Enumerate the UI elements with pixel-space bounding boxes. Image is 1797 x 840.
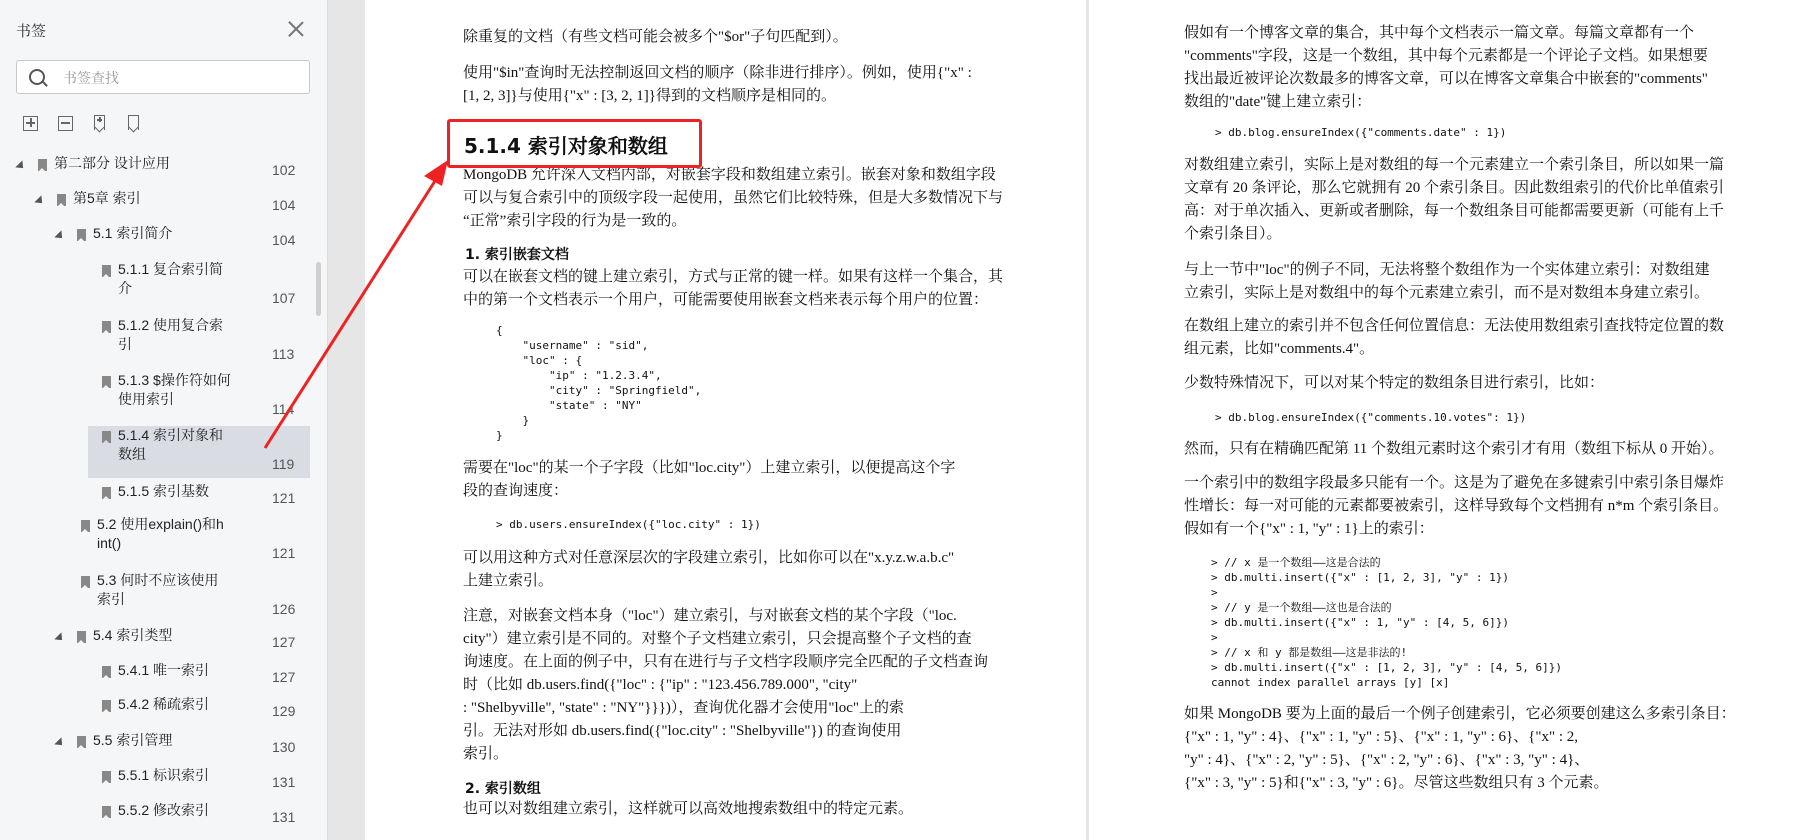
bookmark-label: 5.4 索引类型 [93, 627, 173, 643]
body-text: "y" : 4}、{"x" : 2, "y" : 5}、{"x" : 2, "y" : 6}、{"x" : 3, "y" : 4}、 [1184, 752, 1590, 768]
subsection-heading: 2. 索引数组 [465, 781, 541, 797]
code-block: > db.multi.insert({"x" : [1, 2, 3], "y" : 1}) [1211, 571, 1510, 584]
body-text: “正常”索引字段的行为是一致的。 [463, 213, 687, 229]
subsection-heading: 1. 索引嵌套文档 [465, 247, 569, 263]
body-text: 少数特殊情况下，可以对某个特定的数组条目进行索引，比如： [1184, 375, 1605, 391]
bookmark-label: 5.4.1 唯一索引 [118, 662, 210, 678]
bookmark-page-number: 102 [272, 162, 296, 178]
body-text: 询速度。在上面的例子中，只有在进行与子文档字段顺序完全匹配的子文档查询 [463, 654, 989, 670]
body-text: 个索引条目）。 [1184, 226, 1282, 242]
body-text: 一个索引中的数组字段最多只能有一个。这是为了避免在多键索引中索引条目爆炸 [1184, 475, 1725, 491]
body-text: 找出最近被评论次数最多的博客文章，可以在博客文章集合中嵌套的"comments" [1184, 71, 1708, 87]
code-block: > // y 是一个数组——这也是合法的 [1211, 601, 1392, 614]
bookmark-page-number: 121 [272, 490, 296, 506]
body-text: 除重复的文档（有些文档可能会被多个"$or"子句匹配到）。 [463, 29, 848, 45]
body-text: "comments"字段，这是一个数组，其中每个元素都是一个评论子文档。如果想要 [1184, 48, 1708, 64]
bookmark-page-number: 113 [272, 346, 295, 362]
body-text: 数组的"date"键上建立索引： [1184, 94, 1372, 110]
bookmark-label: 5.1 索引简介 [93, 225, 173, 241]
code-block: > [1211, 631, 1218, 644]
bookmark-page-number: 131 [272, 774, 296, 790]
code-block: "state" : "NY" [496, 399, 642, 412]
body-text: 然而，只有在精确匹配第 11 个数组元素时这个索引才有用（数组下标从 0 开始）。 [1184, 441, 1724, 457]
bookmark-page-number: 127 [272, 669, 296, 685]
code-block: > db.users.ensureIndex({"loc.city" : 1}) [496, 518, 761, 531]
body-text: city"）建立索引是不同的。对整个子文档建立索引，只会提高整个子文档的查 [463, 631, 972, 647]
code-block: > db.multi.insert({"x" : 1, "y" : [4, 5, 6]}) [1211, 616, 1510, 629]
body-text: 组元素，比如"comments.4"。 [1184, 341, 1375, 357]
bookmark-page-number: 114 [272, 401, 295, 417]
bookmark-page-number: 121 [272, 545, 296, 561]
bookmark-page-number: 104 [272, 232, 296, 248]
bookmark-label: 5.5 索引管理 [93, 732, 173, 748]
body-text: 与上一节中"loc"的例子不同，无法将整个数组作为一个实体建立索引：对数组建 [1184, 262, 1710, 278]
code-block: { [496, 324, 503, 337]
bookmark-page-number: 107 [272, 290, 296, 306]
body-text: 假如有一个博客文章的集合，其中每个文档表示一篇文章。每篇文章都有一个 [1184, 25, 1695, 41]
bookmark-page-number: 130 [272, 739, 296, 755]
body-text: {"x" : 1, "y" : 4}、{"x" : 1, "y" : 5}、{"x" : 1, "y" : 6}、{"x" : 2, [1184, 729, 1579, 745]
bookmark-label: 5.1.5 索引基数 [118, 483, 210, 499]
bookmark-label: 5.1.2 使用复合索 引 [118, 317, 224, 352]
bookmark-page-number: 104 [272, 197, 296, 213]
bookmark-label: 5.2 使用explain()和h int() [97, 516, 224, 551]
bookmark-label: 5.4.2 稀疏索引 [118, 696, 210, 712]
section-heading: 5.1.4 索引对象和数组 [464, 134, 668, 158]
code-block: cannot index parallel arrays [y] [x] [1211, 676, 1450, 689]
body-text: [1, 2, 3]}与使用{"x" : [3, 2, 1]}得到的文档顺序是相同的。 [463, 88, 836, 104]
bookmark-page-number: 119 [272, 456, 295, 472]
code-block: > [1211, 586, 1218, 599]
bookmark-label: 5.1.1 复合索引简 介 [118, 261, 224, 296]
code-block: "ip" : "1.2.3.4", [496, 369, 662, 382]
bookmark-label: 5.3 何时不应该使用 索引 [97, 572, 219, 607]
body-text: 时（比如 db.users.find({"loc" : {"ip" : "123.456.789.000", "city" [463, 677, 858, 693]
body-text: {"x" : 3, "y" : 5}和{"x" : 3, "y" : 6}。尽管这些数组只有 3 个元素。 [1184, 775, 1609, 791]
body-text: 立索引，实际上是对数组中的每个元素建立索引，而不是对数组本身建立索引。 [1184, 285, 1710, 301]
body-text: 引。无法对形如 db.users.find({"loc.city" : "Shelbyville"}) 的查询使用 [463, 723, 902, 739]
code-block: > // x 是一个数组——这是合法的 [1211, 556, 1381, 569]
body-text: 可以用这种方式对任意深层次的字段建立索引，比如你可以在"x.y.z.w.a.b.c" [463, 550, 955, 566]
code-block: > db.blog.ensureIndex({"comments.10.votes": 1}) [1215, 411, 1527, 424]
code-block: > db.blog.ensureIndex({"comments.date" : 1}) [1215, 126, 1507, 139]
code-block: "city" : "Springfield", [496, 384, 702, 397]
code-block: "loc" : { [496, 354, 583, 367]
body-text: 可以在嵌套文档的键上建立索引，方式与正常的键一样。如果有这样一个集合，其 [463, 269, 1004, 285]
sidebar-title: 书签 [16, 22, 47, 40]
bookmark-label: 5.5.2 修改索引 [118, 802, 210, 818]
body-text: 需要在"loc"的某一个子字段（比如"loc.city"）上建立索引，以便提高这个字 [463, 460, 956, 476]
body-text: 段的查询速度： [463, 483, 569, 499]
body-text: 使用"$in"查询时无法控制返回文档的顺序（除非进行排序）。例如，使用{"x" : [463, 65, 972, 81]
body-text: 也可以对数组建立索引，这样就可以高效地搜索数组中的特定元素。 [463, 801, 914, 817]
code-block: } [496, 429, 503, 442]
body-text: 注意，对嵌套文档本身（"loc"）建立索引，与对嵌套文档的某个字段（"loc. [463, 608, 957, 624]
bookmark-label: 第二部分 设计应用 [54, 155, 170, 171]
bookmark-page-number: 131 [272, 809, 296, 825]
body-text: 上建立索引。 [463, 573, 554, 589]
body-text: 索引。 [463, 746, 509, 762]
bookmark-label: 5.1.4 索引对象和 数组 [118, 427, 224, 462]
code-block: "username" : "sid", [496, 339, 649, 352]
body-text: : "Shelbyville", "state" : "NY"}}})），查询优化器才会使用"loc"上的索 [463, 700, 904, 716]
body-text: 对数组建立索引，实际上是对数组的每一个元素建立一个索引条目，所以如果一篇 [1184, 157, 1725, 173]
body-text: 假如有一个{"x" : 1, "y" : 1}上的索引： [1184, 521, 1434, 537]
body-text: 可以与复合索引中的顶级字段一起使用，虽然它们比较特殊，但是大多数情况下与 [463, 190, 1004, 206]
bookmark-page-number: 127 [272, 634, 296, 650]
bookmark-label: 5.1.3 $操作符如何 使用索引 [118, 372, 231, 407]
bookmark-label: 5.5.1 标识索引 [118, 767, 210, 783]
code-block: > // x 和 y 都是数组——这是非法的! [1211, 646, 1408, 659]
code-block: } [496, 414, 530, 427]
bookmark-label: 第5章 索引 [73, 190, 141, 206]
bookmark-page-number: 126 [272, 601, 296, 617]
body-text: 如果 MongoDB 要为上面的最后一个例子创建索引，它必须要创建这么多索引条目： [1184, 706, 1736, 722]
body-text: 在数组上建立的索引并不包含任何位置信息：无法使用数组索引查找特定位置的数 [1184, 318, 1725, 334]
body-text: 文章有 20 条评论，那么它就拥有 20 个索引条目。因此数组索引的代价比单值索引 [1184, 180, 1725, 196]
body-text: 性增长：每一对可能的元素都要被索引，这样导致每个文档拥有 n*m 个索引条目。 [1184, 498, 1729, 514]
body-text: 高：对于单次插入、更新或者删除，每一个数组条目可能都需要更新（可能有上千 [1184, 203, 1725, 219]
body-text: 中的第一个文档表示一个用户，可能需要使用嵌套文档来表示每个用户的位置： [463, 292, 989, 308]
bookmark-page-number: 129 [272, 703, 296, 719]
body-text: MongoDB 允许深入文档内部，对嵌套字段和数组建立索引。嵌套对象和数组字段 [463, 167, 996, 183]
code-block: > db.multi.insert({"x" : [1, 2, 3], "y" : [4, 5, 6]}) [1211, 661, 1562, 674]
